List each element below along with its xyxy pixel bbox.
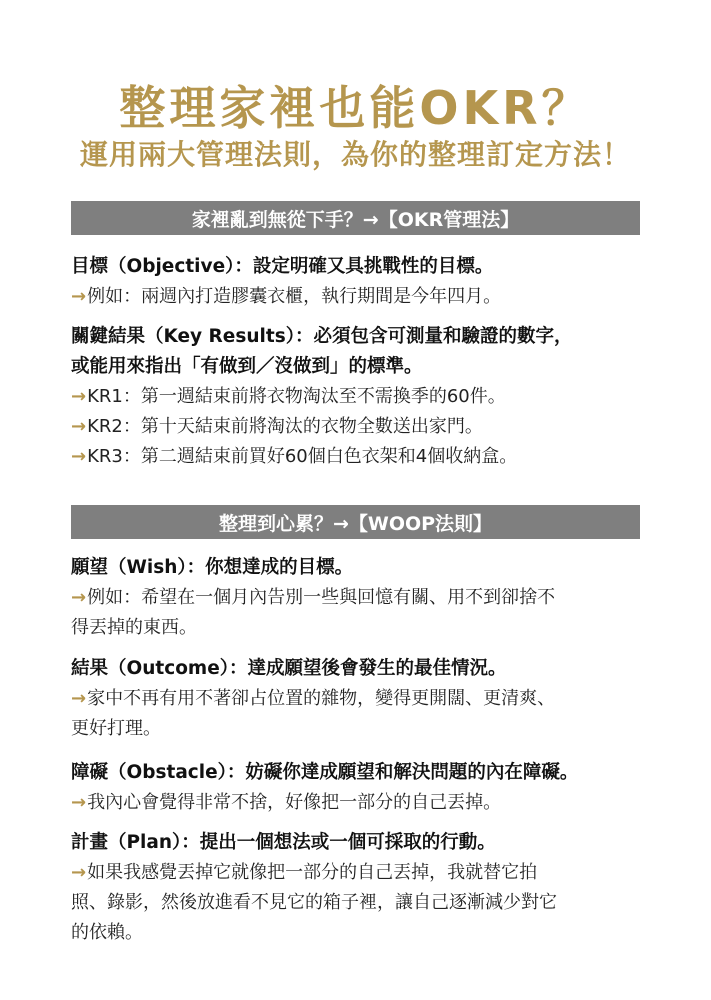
outcome-heading: 結果（Outcome）：達成願望後會發生的最佳情況。: [71, 658, 507, 679]
key-results-heading-line2: 或能用來指出「有做到／沒做到」的標準。: [71, 356, 423, 377]
obstacle-line1: [71, 788, 646, 818]
arrow-icon: →: [71, 386, 87, 407]
wish-text-1: 例如：希望在一個月內告別一些與回憶有關、用不到卻捨不: [87, 587, 556, 608]
outcome-line1: [71, 684, 646, 714]
wish-line2: 得丟掉的東西。: [71, 617, 197, 638]
objective-example-text: 例如：兩週內打造膠囊衣櫃，執行期間是今年四月。: [87, 286, 502, 307]
arrow-icon: →: [71, 862, 87, 883]
objective-block: [71, 252, 646, 312]
objective-heading: 目標（Objective）：設定明確又具挑戰性的目標。: [71, 256, 494, 277]
obstacle-block: [71, 758, 646, 818]
wish-block: [71, 553, 646, 643]
kr2-text: KR2：第十天結束前將淘汰的衣物全數送出家門。: [87, 416, 483, 437]
kr2-line: [71, 412, 646, 442]
kr3-line: [71, 442, 646, 472]
wish-heading: 願望（Wish）：你想達成的目標。: [71, 557, 354, 578]
plan-block: [71, 828, 646, 948]
outcome-text-1: 家中不再有用不著卻占位置的雜物，變得更開闊、更清爽、: [87, 688, 556, 709]
key-results-heading-line1: 關鍵結果（Key Results）：必須包含可測量和驗證的數字，: [71, 326, 573, 347]
plan-line3: 的依賴。: [71, 922, 143, 943]
page-subtitle: 運用兩大管理法則，為你的整理訂定方法！: [79, 138, 631, 171]
outcome-block: [71, 654, 646, 744]
arrow-icon: →: [71, 792, 87, 813]
obstacle-heading: 障礙（Obstacle）：妨礙你達成願望和解決問題的內在障礙。: [71, 762, 579, 783]
page-title: 整理家裡也能OKR？: [119, 81, 592, 135]
plan-text-1: 如果我感覺丟掉它就像把一部分的自己丟掉，我就替它拍: [87, 862, 538, 883]
plan-line2: 照、錄影，然後放進看不見它的箱子裡，讓自己逐漸減少對它: [71, 892, 557, 913]
arrow-icon: →: [71, 446, 87, 467]
kr1-text: KR1：第一週結束前將衣物淘汰至不需換季的60件。: [87, 386, 506, 407]
arrow-icon: →: [71, 688, 87, 709]
kr1-line: [71, 382, 646, 412]
wish-line1: [71, 583, 646, 613]
objective-example: [71, 282, 646, 312]
plan-line1: [71, 858, 646, 888]
outcome-line2: 更好打理。: [71, 718, 161, 739]
arrow-icon: →: [71, 587, 87, 608]
arrow-icon: →: [71, 286, 87, 307]
arrow-icon: →: [71, 416, 87, 437]
kr3-text: KR3：第二週結束前買好60個白色衣架和4個收納盒。: [87, 446, 518, 467]
key-results-block: [71, 322, 646, 472]
okr-section-banner: 家裡亂到無從下手？→【OKR管理法】: [71, 201, 640, 235]
obstacle-text-1: 我內心會覺得非常不捨，好像把一部分的自己丟掉。: [87, 792, 502, 813]
plan-heading: 計畫（Plan）：提出一個想法或一個可採取的行動。: [71, 832, 496, 853]
woop-section-banner: 整理到心累？→【WOOP法則】: [71, 505, 640, 539]
